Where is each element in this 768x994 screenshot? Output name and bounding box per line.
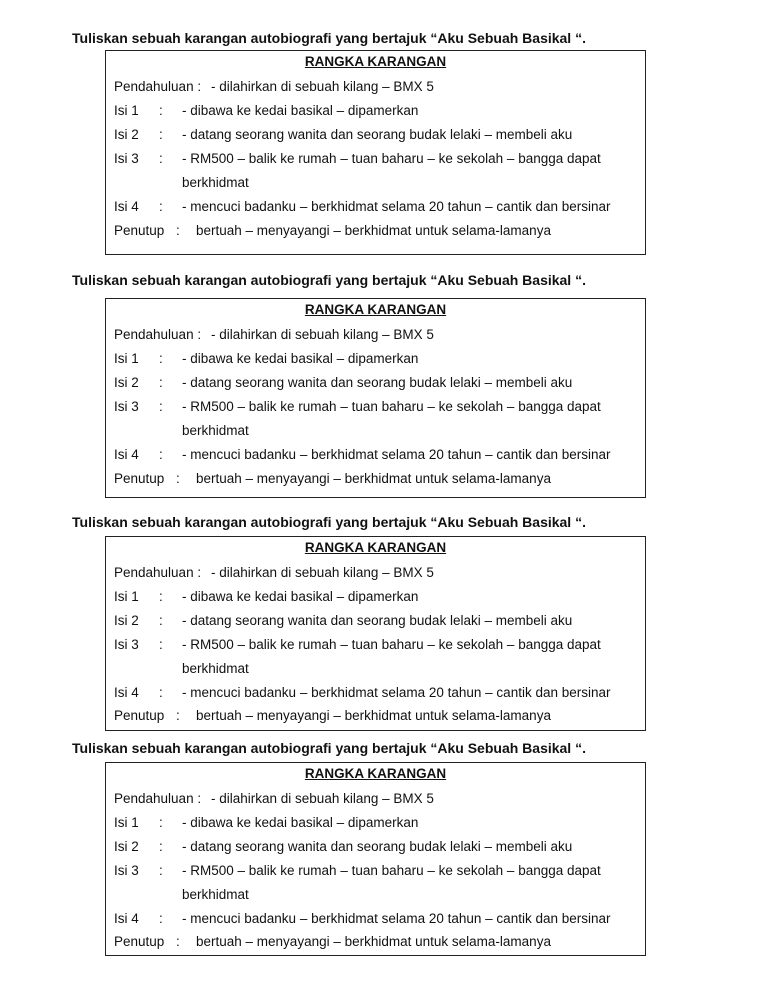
isi1-label: Isi 1: [114, 815, 139, 830]
isi4-text: - mencuci badanku – berkhidmat selama 20 tahun – cantik dan bersinar: [182, 685, 611, 700]
isi3-text: - RM500 – balik ke rumah – tuan baharu – ke sekolah – bangga dapat: [182, 863, 601, 878]
colon: :: [159, 351, 163, 366]
pendahuluan-text: - dilahirkan di sebuah kilang – BMX 5: [211, 791, 434, 806]
isi3-text-cont: berkhidmat: [182, 661, 249, 676]
colon: :: [159, 839, 163, 854]
isi1-text: - dibawa ke kedai basikal – dipamerkan: [182, 351, 419, 366]
penutup-text: bertuah – menyayangi – berkhidmat untuk selama-lamanya: [196, 471, 551, 486]
essay-prompt: Tuliskan sebuah karangan autobiografi yang bertajuk “Aku Sebuah Basikal “.: [72, 272, 586, 288]
essay-prompt: Tuliskan sebuah karangan autobiografi yang bertajuk “Aku Sebuah Basikal “.: [72, 740, 586, 756]
isi2-text: - datang seorang wanita dan seorang budak lelaki – membeli aku: [182, 127, 573, 142]
isi2-text: - datang seorang wanita dan seorang budak lelaki – membeli aku: [182, 613, 573, 628]
isi2-text: - datang seorang wanita dan seorang budak lelaki – membeli aku: [182, 839, 573, 854]
colon: :: [159, 199, 163, 214]
colon: :: [159, 815, 163, 830]
isi3-text: - RM500 – balik ke rumah – tuan baharu – ke sekolah – bangga dapat: [182, 399, 601, 414]
penutup-text: bertuah – menyayangi – berkhidmat untuk selama-lamanya: [196, 708, 551, 723]
outline-box: [105, 762, 646, 956]
essay-prompt: Tuliskan sebuah karangan autobiografi yang bertajuk “Aku Sebuah Basikal “.: [72, 514, 586, 530]
penutup-label: Penutup: [114, 223, 165, 238]
isi2-label: Isi 2: [114, 839, 139, 854]
pendahuluan-label: Pendahuluan :: [114, 79, 202, 94]
penutup-text: bertuah – menyayangi – berkhidmat untuk selama-lamanya: [196, 934, 551, 949]
colon: :: [159, 613, 163, 628]
pendahuluan-label: Pendahuluan :: [114, 565, 202, 580]
isi4-label: Isi 4: [114, 685, 139, 700]
isi2-label: Isi 2: [114, 613, 139, 628]
isi4-text: - mencuci badanku – berkhidmat selama 20 tahun – cantik dan bersinar: [182, 911, 611, 926]
isi4-label: Isi 4: [114, 447, 139, 462]
colon: :: [159, 103, 163, 118]
isi1-text: - dibawa ke kedai basikal – dipamerkan: [182, 589, 419, 604]
isi2-label: Isi 2: [114, 127, 139, 142]
pendahuluan-text: - dilahirkan di sebuah kilang – BMX 5: [211, 79, 434, 94]
colon: :: [159, 375, 163, 390]
outline-box: [105, 298, 646, 498]
isi4-label: Isi 4: [114, 199, 139, 214]
colon: :: [176, 223, 180, 238]
colon: :: [159, 863, 163, 878]
isi3-label: Isi 3: [114, 151, 139, 166]
colon: :: [159, 685, 163, 700]
isi1-text: - dibawa ke kedai basikal – dipamerkan: [182, 103, 419, 118]
isi4-text: - mencuci badanku – berkhidmat selama 20 tahun – cantik dan bersinar: [182, 199, 611, 214]
isi3-label: Isi 3: [114, 637, 139, 652]
colon: :: [159, 447, 163, 462]
colon: :: [176, 708, 180, 723]
pendahuluan-text: - dilahirkan di sebuah kilang – BMX 5: [211, 327, 434, 342]
outline-title: RANGKA KARANGAN: [304, 54, 447, 69]
colon: :: [159, 637, 163, 652]
isi2-label: Isi 2: [114, 375, 139, 390]
isi1-label: Isi 1: [114, 351, 139, 366]
essay-prompt: Tuliskan sebuah karangan autobiografi yang bertajuk “Aku Sebuah Basikal “.: [72, 30, 586, 46]
pendahuluan-label: Pendahuluan :: [114, 327, 202, 342]
colon: :: [159, 127, 163, 142]
colon: :: [159, 399, 163, 414]
isi3-text-cont: berkhidmat: [182, 423, 249, 438]
colon: :: [159, 911, 163, 926]
outline-title: RANGKA KARANGAN: [304, 766, 447, 781]
isi3-label: Isi 3: [114, 863, 139, 878]
colon: :: [159, 151, 163, 166]
isi4-text: - mencuci badanku – berkhidmat selama 20 tahun – cantik dan bersinar: [182, 447, 611, 462]
isi2-text: - datang seorang wanita dan seorang budak lelaki – membeli aku: [182, 375, 573, 390]
outline-title: RANGKA KARANGAN: [304, 302, 447, 317]
isi4-label: Isi 4: [114, 911, 139, 926]
colon: :: [176, 934, 180, 949]
isi1-label: Isi 1: [114, 589, 139, 604]
isi3-text-cont: berkhidmat: [182, 175, 249, 190]
penutup-label: Penutup: [114, 708, 165, 723]
isi3-text: - RM500 – balik ke rumah – tuan baharu – ke sekolah – bangga dapat: [182, 151, 601, 166]
isi1-text: - dibawa ke kedai basikal – dipamerkan: [182, 815, 419, 830]
isi1-label: Isi 1: [114, 103, 139, 118]
outline-title: RANGKA KARANGAN: [304, 540, 447, 555]
penutup-label: Penutup: [114, 471, 165, 486]
outline-box: [105, 536, 646, 731]
pendahuluan-text: - dilahirkan di sebuah kilang – BMX 5: [211, 565, 434, 580]
isi3-text: - RM500 – balik ke rumah – tuan baharu – ke sekolah – bangga dapat: [182, 637, 601, 652]
colon: :: [176, 471, 180, 486]
pendahuluan-label: Pendahuluan :: [114, 791, 202, 806]
isi3-label: Isi 3: [114, 399, 139, 414]
outline-box: [105, 50, 646, 255]
penutup-text: bertuah – menyayangi – berkhidmat untuk selama-lamanya: [196, 223, 551, 238]
isi3-text-cont: berkhidmat: [182, 887, 249, 902]
penutup-label: Penutup: [114, 934, 165, 949]
colon: :: [159, 589, 163, 604]
